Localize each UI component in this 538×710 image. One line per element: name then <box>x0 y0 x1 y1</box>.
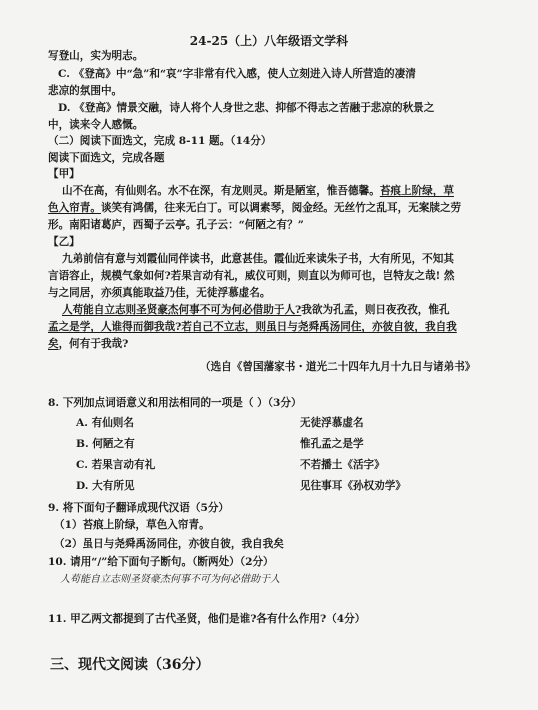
option-b-right: 惟孔孟之是学 <box>300 438 364 450</box>
passage-label-yi: 【乙】 <box>48 236 80 248</box>
option-c-line: C. 《登高》中“急”和“哀”字非常有代入感，使人立刻进入诗人所营造的凄清 <box>58 68 416 80</box>
option-a-left: A. 有仙则名 <box>76 417 134 429</box>
underlined-sentence: 孟之是学，人谁得而御我哉?若自己不立志，则 <box>48 321 267 333</box>
passage-text: 谈笑有鸿儒，往来无白丁。可以调素琴，阅金经。无丝竹之乱耳，无案牍之劳 <box>100 202 462 214</box>
underlined-sentence: 人苟能自立志则圣贤豪杰何事不可为何必借助于人? <box>62 304 302 316</box>
passage-line <box>62 303 450 317</box>
option-d-left: D. 大有所见 <box>76 480 135 492</box>
passage-line: 九弟前信有意与刘霞仙同伴读书，此意甚佳。霞仙近来读朱子书，大有所见，不知其 <box>62 253 454 265</box>
passage-text: ，何有于我哉? <box>58 338 129 350</box>
option-d-right: 见往事耳《孙权劝学》 <box>300 480 406 492</box>
handwritten-sentence: 人苟能自立志则圣贤豪杰何事不可为何必借助于人 <box>60 574 280 585</box>
option-d-line: D. 《登高》情景交融，诗人将个人身世之悲、抑郁不得志之苦融于悲凉的秋景之 <box>58 102 435 114</box>
option-c-left: C. 若果言动有礼 <box>76 459 156 471</box>
option-a-right: 无徒浮慕虚名 <box>300 417 364 429</box>
section-three-heading: 三、现代文阅读（36分） <box>50 657 210 673</box>
option-b-left: B. 何陋之有 <box>76 438 135 450</box>
passage-text: 我欲为孔孟，则日夜孜孜，惟孔 <box>301 304 450 316</box>
source-citation: （选自《曾国藩家书・道光二十四年九月十九日与诸弟书》 <box>200 361 476 373</box>
passage-line: 与之同居，亦须真能取益乃佳，无徒浮慕虚名。 <box>48 287 271 299</box>
text-line: 悲凉的氛围中。 <box>48 85 123 97</box>
question-9-item-1: （1）苔痕上阶绿，草色入帘青。 <box>54 519 210 531</box>
section-heading: （二）阅读下面选文，完成 8-11 题。（14分） <box>48 135 272 147</box>
question-9: 9. 将下面句子翻译成现代汉语（5分） <box>48 502 230 514</box>
question-9-item-2: （2）虽日与尧舜禹汤同住，亦彼自彼，我自我矣 <box>54 538 284 550</box>
underlined-sentence: 虽日与尧舜禹汤同住，亦彼自彼，我自我 <box>266 321 457 333</box>
question-11: 11. 甲乙两文都提到了古代圣贤，他们是谁?各有什么作用?（4分） <box>48 613 366 625</box>
text-line: 写登山，实为明志。 <box>48 50 144 62</box>
underlined-sentence: 色入帘青。 <box>48 202 101 214</box>
text-line: 中，读来令人感慨。 <box>48 119 144 131</box>
page-title: 24-25（上）八年级语文学科 <box>189 34 349 48</box>
underlined-sentence: 苔痕上阶绿，草 <box>379 185 454 197</box>
passage-line: 言语容止，规模气象如何?若果言动有礼，威仪可则，则直以为师可也，岂特友之哉! 然 <box>48 270 455 282</box>
instruction: 阅读下面选文，完成各题 <box>48 152 165 164</box>
passage-line <box>48 201 461 215</box>
question-10: 10. 请用“/”给下面句子断句。（断两处）（2分） <box>48 556 274 568</box>
passage-text: 山不在高，有仙则名。水不在深，有龙则灵。斯是陋室，惟吾德馨。 <box>62 185 380 197</box>
question-8: 8. 下列加点词语意义和用法相同的一项是（ ）（3分） <box>48 397 302 409</box>
passage-line <box>48 320 457 334</box>
passage-line: 形。南阳诸葛庐，西蜀子云亭。孔子云：“何陋之有？” <box>48 219 304 231</box>
passage-line <box>48 337 128 351</box>
passage-label-jia: 【甲】 <box>48 168 80 180</box>
underlined-sentence: 矣 <box>48 338 59 350</box>
option-c-right: 不若播土《活字》 <box>300 459 385 471</box>
passage-line <box>62 184 454 198</box>
